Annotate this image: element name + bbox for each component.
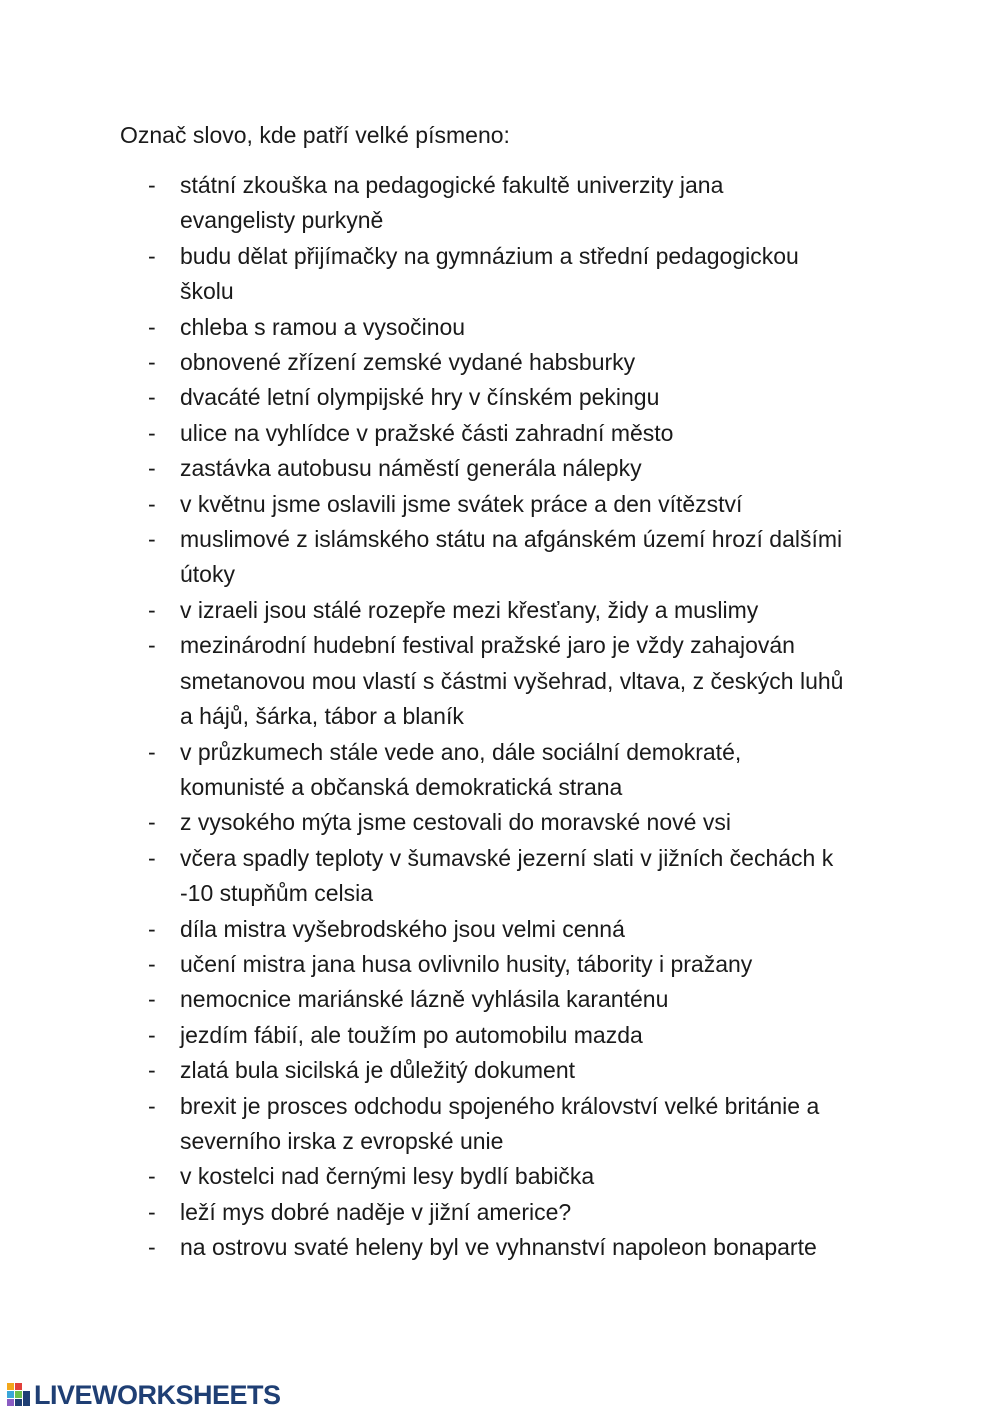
liveworksheets-logo: [6, 1380, 281, 1410]
list-item: [148, 947, 893, 982]
list-item-dash: -: [148, 384, 156, 411]
instruction-text: Označ slovo, kde patří velké písmeno:: [120, 122, 510, 148]
list-item-text: díla mistra vyšebrodského jsou velmi cenná: [180, 915, 625, 942]
list-item-dash: -: [148, 986, 156, 1013]
list-item: [148, 982, 893, 1017]
list-item-dash: -: [148, 172, 156, 198]
list-item: [148, 735, 893, 806]
list-item-text: jezdím fábií, ale toužím po automobilu mazda: [180, 1021, 643, 1048]
list-item-dash: -: [148, 419, 156, 446]
list-item: [148, 380, 893, 415]
list-item: [148, 1089, 893, 1160]
list-item-text: zlatá bula sicilská je důležitý dokument: [180, 1057, 576, 1084]
list-item-text: v květnu jsme oslavili jsme svátek práce a den vítězství: [180, 490, 743, 517]
list-item-dash: -: [148, 1021, 156, 1048]
list-item: [148, 416, 893, 451]
list-item: [148, 310, 893, 345]
list-item-text: brexit je prosces odchodu spojeného království velké británie a severního irska z evropské unie: [180, 1092, 820, 1154]
list-item-text: budu dělat přijímačky na gymnázium a střední pedagogickou školu: [180, 242, 799, 305]
list-item: [148, 1195, 893, 1230]
exercise-list: [148, 168, 893, 1266]
list-item-text: chleba s ramou a vysočinou: [180, 313, 466, 340]
list-item-dash: -: [148, 242, 156, 269]
list-item-text: obnovené zřízení zemské vydané habsburky: [180, 349, 636, 376]
logo-text: LIVEWORKSHEETS: [34, 1379, 281, 1410]
list-item-dash: -: [148, 632, 156, 659]
list-item-text: v průzkumech stále vede ano, dále sociální demokraté, komunisté a občanská demokratická strana: [180, 738, 742, 800]
list-item: [148, 593, 893, 628]
list-item: [148, 912, 893, 947]
list-item-dash: -: [148, 809, 156, 836]
list-item: [148, 168, 893, 239]
list-item: [148, 522, 893, 593]
list-item-dash: -: [148, 1198, 156, 1225]
list-item-dash: -: [148, 1057, 156, 1084]
list-item-dash: -: [148, 349, 156, 376]
list-item-dash: -: [148, 738, 156, 765]
list-item-dash: -: [148, 1163, 156, 1190]
list-item-text: státní zkouška na pedagogické fakultě univerzity jana evangelisty purkyně: [180, 172, 724, 234]
list-item-text: včera spadly teploty v šumavské jezerní slati v jižních čechách k -10 stupňům celsia: [180, 844, 834, 907]
list-item-dash: -: [148, 490, 156, 517]
list-item-dash: -: [148, 915, 156, 942]
list-item: [148, 1230, 893, 1265]
list-item-text: muslimové z islámského státu na afgánském území hrozí dalšími útoky: [180, 526, 843, 588]
list-item-text: na ostrovu svaté heleny byl ve vyhnanství napoleon bonaparte: [180, 1234, 817, 1261]
list-item-text: v kostelci nad černými lesy bydlí babička: [180, 1163, 595, 1190]
list-item-dash: -: [148, 596, 156, 623]
list-item: [148, 805, 893, 840]
list-item: [148, 345, 893, 380]
list-item-text: nemocnice mariánské lázně vyhlásila karanténu: [180, 986, 669, 1013]
list-item: [148, 628, 893, 734]
list-item-text: dvacáté letní olympijské hry v čínském pekingu: [180, 384, 660, 411]
list-item: [148, 1159, 893, 1194]
list-item-text: ulice na vyhlídce v pražské části zahradní město: [180, 419, 674, 446]
list-item: [148, 841, 893, 912]
list-item-dash: -: [148, 455, 156, 482]
list-item: [148, 1053, 893, 1088]
list-item-dash: -: [148, 844, 156, 871]
list-item-dash: -: [148, 950, 156, 977]
list-item: [148, 487, 893, 522]
list-item-dash: -: [148, 526, 156, 553]
list-item-text: učení mistra jana husa ovlivnilo husity, tábority i pražany: [180, 950, 753, 977]
list-item-text: leží mys dobré naděje v jižní americe?: [180, 1198, 572, 1225]
liveworksheets-logo-icon: [6, 1382, 32, 1408]
list-item-dash: -: [148, 1234, 156, 1261]
list-item-text: mezinárodní hudební festival pražské jaro je vždy zahajován smetanovou mou vlastí s částmi vyšehrad, vltava, z českých luhů a hájů, šárka, tábor a blaník: [180, 632, 844, 730]
list-item: [148, 239, 893, 310]
list-item-text: v izraeli jsou stálé rozepře mezi křesťany, židy a muslimy: [180, 596, 759, 623]
list-item-dash: -: [148, 313, 156, 340]
list-item-text: z vysokého mýta jsme cestovali do moravské nové vsi: [180, 809, 731, 836]
list-item: [148, 1018, 893, 1053]
list-item-dash: -: [148, 1092, 156, 1119]
list-item-text: zastávka autobusu náměstí generála nálepky: [180, 455, 642, 482]
list-item: [148, 451, 893, 486]
